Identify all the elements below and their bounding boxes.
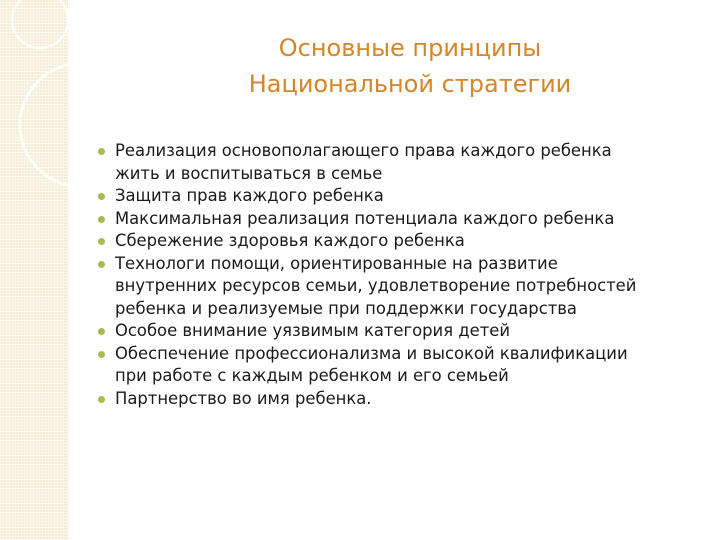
bullet-dot-icon xyxy=(98,328,105,335)
list-item xyxy=(98,185,698,208)
list-item-text: Технологи помощи, ориентированные на развитие внутренних ресурсов семьи, удовлетворение потребностей ребенка и реализуемые при поддержки государства xyxy=(115,253,637,318)
list-item xyxy=(98,253,698,321)
decorative-circles xyxy=(0,0,68,540)
list-item-text: Реализация основополагающего права каждого ребенка жить и воспитываться в семье xyxy=(115,141,612,183)
slide-title xyxy=(200,30,620,102)
slide-title-line-1: Основные принципы xyxy=(278,34,542,62)
list-item xyxy=(98,320,698,343)
bullet-dot-icon xyxy=(98,216,105,223)
list-item xyxy=(98,230,698,253)
bullet-dot-icon xyxy=(98,261,105,268)
list-item-text: Обеспечение профессионализма и высокой квалификации при работе с каждым ребенком и его семьей xyxy=(115,343,628,385)
list-item xyxy=(98,140,698,185)
bullet-dot-icon xyxy=(98,351,105,358)
list-item-text: Максимальная реализация потенциала каждого ребенка xyxy=(115,208,615,228)
list-item xyxy=(98,343,698,388)
bullet-dot-icon xyxy=(98,193,105,200)
list-item xyxy=(98,388,698,411)
slide-title-line-2: Национальной стратегии xyxy=(248,70,572,98)
list-item-text: Партнерство во имя ребенка. xyxy=(115,388,372,408)
bullet-dot-icon xyxy=(98,396,105,403)
bullet-dot-icon xyxy=(98,238,105,245)
bullet-dot-icon xyxy=(98,148,105,155)
principles-list xyxy=(98,140,698,410)
list-item-text: Защита прав каждого ребенка xyxy=(115,186,384,205)
list-item-text: Сбережение здоровья каждого ребенка xyxy=(115,231,465,250)
decorative-side-band xyxy=(0,0,68,540)
list-item-text: Особое внимание уязвимым категория детей xyxy=(115,321,510,340)
list-item xyxy=(98,208,698,231)
